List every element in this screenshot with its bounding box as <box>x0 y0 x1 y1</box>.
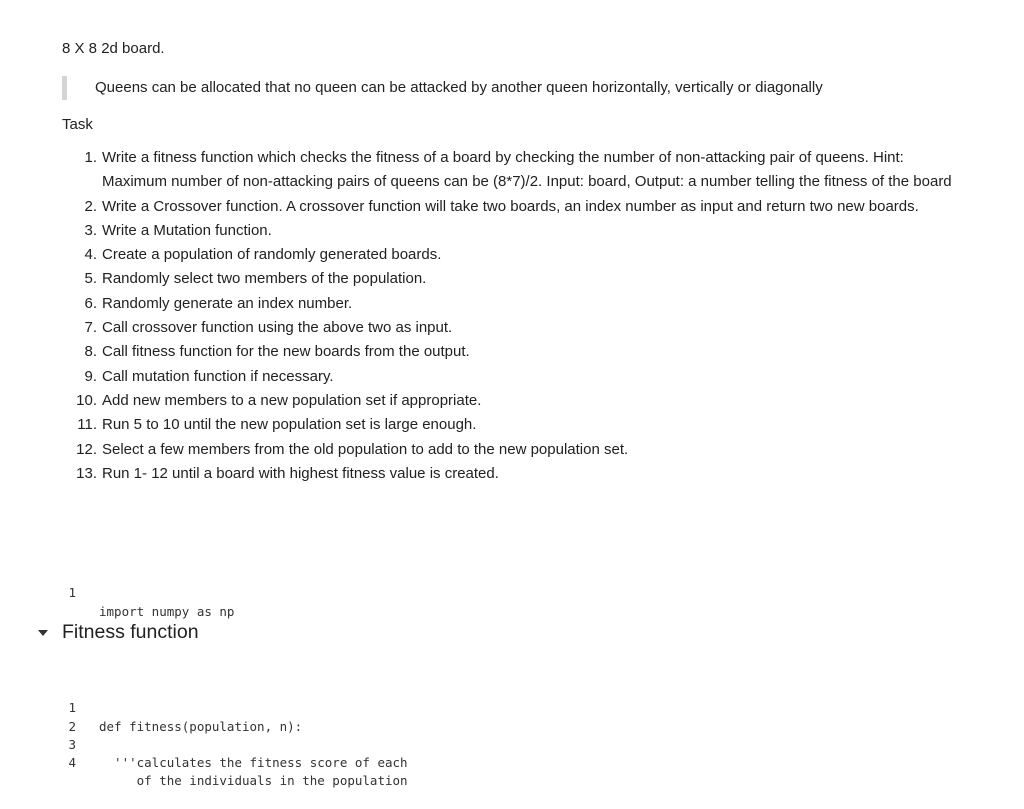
task-number: 5. <box>84 270 97 288</box>
task-item <box>62 292 962 316</box>
task-item <box>62 267 962 291</box>
task-text: Write a Mutation function. <box>102 221 272 239</box>
task-number: 7. <box>84 319 97 337</box>
line-number: 1 <box>68 700 76 716</box>
blockquote <box>62 76 962 100</box>
task-text: Call fitness function for the new boards from the output. <box>102 343 470 361</box>
section-title: Fitness function <box>62 621 199 643</box>
blockquote-text: Queens can be allocated that no queen can be attacked by another queen horizontally, vertically or diagonally <box>95 79 823 96</box>
line-number: 3 <box>68 736 76 752</box>
fitness-section-header[interactable] <box>38 619 199 645</box>
code-line <box>62 566 235 619</box>
task-item <box>62 243 962 267</box>
task-text: Call mutation function if necessary. <box>102 367 334 385</box>
task-item <box>62 195 962 219</box>
code-text[interactable]: '''calculates the fitness score of each <box>99 755 408 771</box>
task-item <box>62 365 962 389</box>
task-number: 4. <box>84 246 97 264</box>
task-item <box>62 438 962 462</box>
code-line <box>62 699 92 734</box>
code-line <box>62 681 303 734</box>
task-number: 1. <box>84 149 97 166</box>
caret-down-icon[interactable] <box>38 630 48 636</box>
line-number: 4 <box>68 755 76 771</box>
task-text: Randomly select two members of the population. <box>102 270 427 288</box>
code-text[interactable]: of the individuals in the population <box>99 773 408 789</box>
task-item <box>62 462 962 486</box>
task-number: 10. <box>76 391 97 409</box>
task-number: 2. <box>84 197 97 215</box>
line-number: 2 <box>68 718 76 734</box>
task-item <box>62 219 962 243</box>
task-text: Run 5 to 10 until the new population set is large enough. <box>102 416 477 434</box>
task-text: Write a fitness function which checks the fitness of a board by checking the number of non-attacking pair of queens. Hint: Maximum number of non-attacking pairs of queens can be (8*7)/2. Input: board, Output: a number telling the fitness of the board <box>102 149 952 191</box>
code-text[interactable]: import numpy as np <box>99 603 235 619</box>
task-text: Run 1- 12 until a board with highest fitness value is created. <box>102 464 499 482</box>
task-item <box>62 413 962 437</box>
line-number: 1 <box>68 585 76 601</box>
task-list <box>62 146 962 486</box>
task-item <box>62 389 962 413</box>
task-text: Call crossover function using the above two as input. <box>102 319 453 337</box>
task-label: Task <box>62 116 93 133</box>
task-text: Create a population of randomly generated boards. <box>102 246 442 264</box>
task-item <box>62 340 962 364</box>
board-description: 8 X 8 2d board. <box>62 40 165 57</box>
task-item <box>62 146 962 195</box>
import-code-cell[interactable] <box>62 566 235 619</box>
task-number: 13. <box>76 464 97 482</box>
fitness-code-cell[interactable] <box>62 681 408 789</box>
task-number: 11. <box>77 416 97 434</box>
task-number: 8. <box>84 343 97 361</box>
task-number: 3. <box>84 221 97 239</box>
task-number: 12. <box>76 440 97 458</box>
task-text: Add new members to a new population set if appropriate. <box>102 391 482 409</box>
task-number: 9. <box>84 367 97 385</box>
blockquote-bar <box>62 76 67 100</box>
task-item <box>62 316 962 340</box>
code-text[interactable]: def fitness(population, n): <box>99 718 303 734</box>
task-text: Randomly generate an index number. <box>102 294 353 312</box>
task-number: 6. <box>84 294 97 312</box>
task-text: Select a few members from the old population to add to the new population set. <box>102 440 629 458</box>
task-text: Write a Crossover function. A crossover function will take two boards, an index number as input and return two new boards. <box>102 197 919 215</box>
